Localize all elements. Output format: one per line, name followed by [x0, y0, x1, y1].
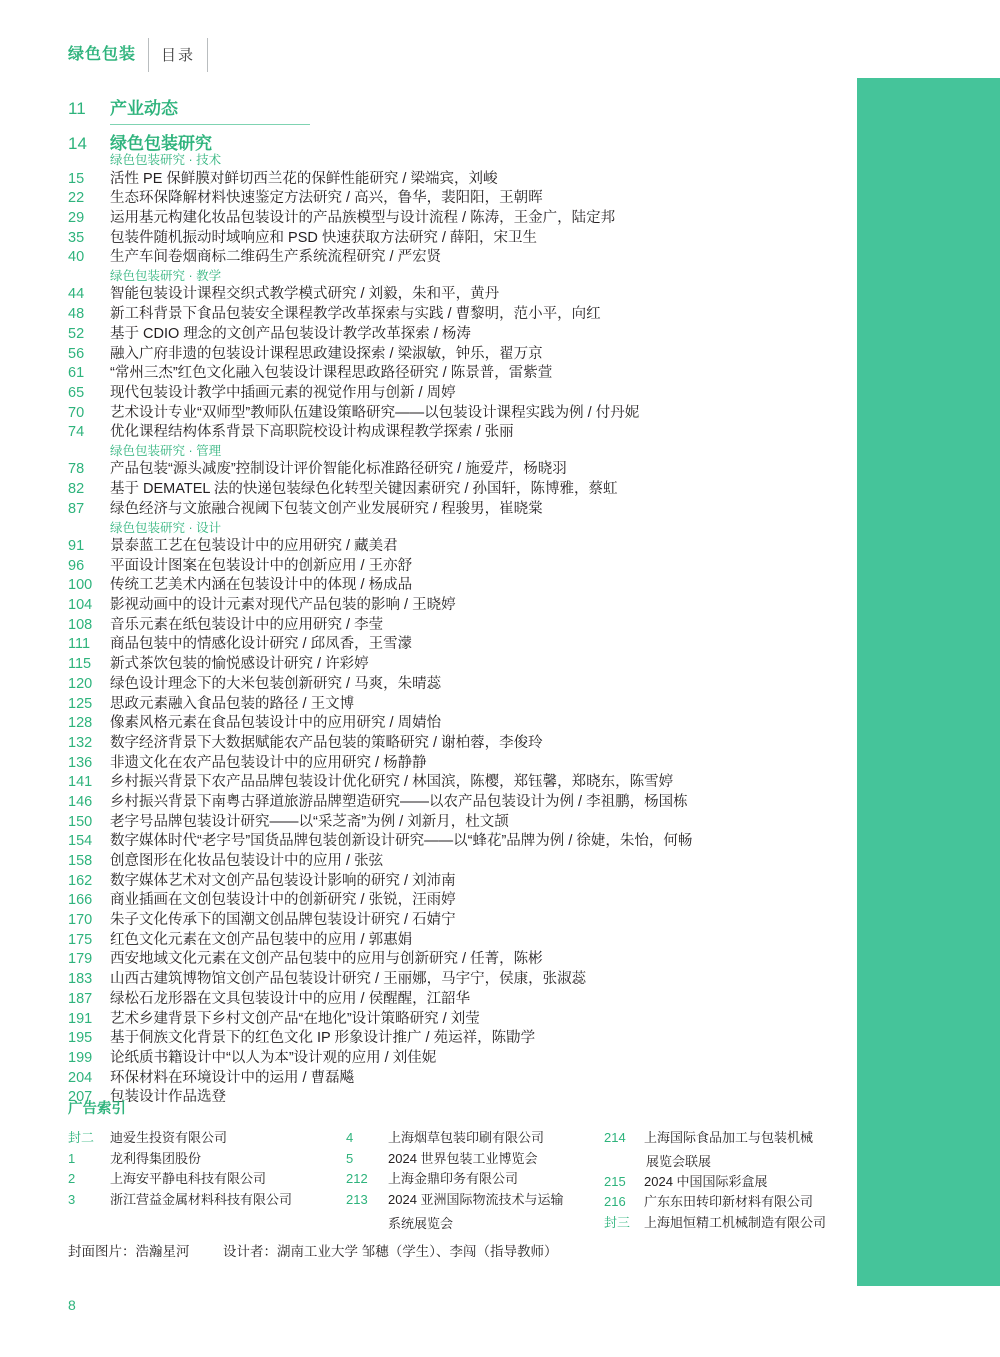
ad-company: 上海烟草包装印刷有限公司	[388, 1130, 545, 1145]
ad-index-row[interactable]	[346, 1192, 604, 1209]
entry-title: 朱子文化传承下的国潮文创品牌包装设计研究 / 石婧宁	[110, 912, 456, 929]
entry-title: 老字号品牌包装设计研究——以“采芝斋”为例 / 刘新月，杜文颉	[110, 813, 509, 830]
ad-page: 封二	[68, 1130, 95, 1145]
toc-subhead	[68, 270, 838, 283]
ad-index-row[interactable]	[346, 1151, 604, 1168]
toc-entry[interactable]	[68, 1012, 838, 1027]
ad-page: 封三	[604, 1214, 631, 1230]
entry-page: 195	[68, 1030, 93, 1047]
toc-entry[interactable]	[68, 172, 838, 187]
entry-page: 179	[68, 951, 93, 968]
ad-index-column-2	[346, 1130, 604, 1236]
section-title: 绿色包装研究	[110, 134, 212, 153]
entry-title: 影视动画中的设计元素对现代产品包装的影响 / 王晓婷	[110, 597, 456, 614]
entry-page: 29	[68, 209, 85, 226]
ad-company: 2024 世界包装工业博览会	[388, 1150, 538, 1166]
ad-page: 216	[604, 1194, 626, 1210]
entry-page: 154	[68, 833, 93, 850]
toc-subhead	[68, 445, 838, 458]
entry-title: 山西古建筑博物馆文创产品包装设计研究 / 王丽娜，马宇宁，侯康，张淑蕊	[110, 971, 587, 988]
cover-credit	[68, 1240, 558, 1260]
entry-title: 商业插画在文创包装设计中的创新研究 / 张锐，汪雨婷	[110, 892, 456, 909]
entry-title: 绿松石龙形器在文具包装设计中的应用 / 侯醒醒，江韶华	[110, 990, 471, 1007]
ad-index-column-3	[604, 1130, 838, 1236]
toc-entry[interactable]	[68, 637, 838, 652]
entry-title: 融入广府非遗的包装设计课程思政建设探索 / 梁淑敏，钟乐，翟万京	[110, 345, 543, 362]
ad-index-title: 广告索引	[68, 1101, 126, 1117]
ad-company-continued: 展览会联展	[646, 1153, 712, 1169]
toc-entry[interactable]	[68, 834, 838, 849]
toc-entry[interactable]	[68, 972, 838, 987]
ad-page: 212	[346, 1171, 368, 1187]
section-page-number: 11	[68, 99, 86, 118]
toc-entry[interactable]	[68, 191, 838, 206]
ad-company: 上海国际食品加工与包装机械	[644, 1130, 814, 1145]
ad-page: 213	[346, 1191, 368, 1207]
entry-title: 传统工艺美术内涵在包装设计中的体现 / 杨成品	[110, 577, 413, 594]
toc-entry[interactable]	[68, 854, 838, 869]
entry-page: 96	[68, 557, 85, 574]
entry-page: 166	[68, 892, 93, 909]
entry-title: “常州三杰”红色文化融入包装设计课程思政路径研究 / 陈景普，雷紫萱	[110, 365, 553, 382]
entry-page: 91	[68, 538, 85, 554]
entry-page: 111	[68, 636, 91, 653]
toc-entry[interactable]	[68, 874, 838, 889]
entry-title: 包装件随机振动时域响应和 PSD 快速获取方法研究 / 薛阳，宋卫生	[110, 229, 537, 246]
section-title: 产业动态	[110, 99, 178, 118]
entry-page: 61	[68, 365, 85, 382]
entry-title: 红色文化元素在文创产品包装中的应用 / 郭惠娟	[110, 931, 413, 948]
entry-title: 乡村振兴背景下农产品品牌包装设计优化研究 / 林国滨，陈樱，郑钰馨，郑晓东，陈雪婷	[110, 774, 674, 791]
subhead-label: 绿色包装研究 · 教学	[110, 268, 222, 283]
ad-index-row[interactable]	[604, 1130, 838, 1147]
entry-page: 100	[68, 577, 93, 594]
entry-page: 128	[68, 715, 93, 732]
toc-entry[interactable]	[68, 1031, 838, 1046]
entry-title: 音乐元素在纸包装设计中的应用研究 / 李莹	[110, 616, 384, 633]
entry-page: 136	[68, 754, 93, 771]
entry-title: 优化课程结构体系背景下高职院校设计构成课程教学探索 / 张丽	[110, 424, 514, 441]
entry-page: 74	[68, 424, 85, 441]
cover-photo-credit: 封面图片：浩瀚星河	[68, 1244, 190, 1259]
ad-index-column-1	[68, 1130, 346, 1236]
entry-page: 87	[68, 500, 85, 517]
toc-entry[interactable]	[68, 795, 838, 810]
ad-page: 2	[68, 1171, 76, 1187]
entry-title: 非遗文化在农产品包装设计中的应用研究 / 杨静静	[110, 754, 427, 771]
entry-page: 204	[68, 1069, 93, 1086]
entry-title: 平面设计图案在包装设计中的创新应用 / 王亦舒	[110, 557, 413, 574]
ad-company: 上海金鼎印务有限公司	[388, 1171, 519, 1187]
ad-company-continued: 系统展览会	[388, 1215, 454, 1231]
toc-entry[interactable]	[68, 815, 838, 830]
ad-company: 浙江营益金属材料科技有限公司	[110, 1191, 293, 1207]
entry-title: 生态环保降解材料快速鉴定方法研究 / 高兴，鲁华，裴阳阳，王朝晖	[110, 190, 543, 207]
entry-page: 146	[68, 793, 93, 810]
entry-title: 像素风格元素在食品包装设计中的应用研究 / 周婧怡	[110, 715, 442, 732]
entry-page: 108	[68, 616, 93, 633]
entry-page: 199	[68, 1049, 93, 1066]
masthead-divider	[148, 38, 149, 72]
ad-index-row[interactable]	[68, 1171, 346, 1188]
section-rule	[110, 124, 310, 125]
toc-entry[interactable]	[68, 502, 838, 517]
entry-page: 125	[68, 695, 93, 712]
toc-entry[interactable]	[68, 1051, 838, 1066]
subhead-label: 绿色包装研究 · 技术	[110, 153, 222, 167]
entry-title: 乡村振兴背景下南粤古驿道旅游品牌塑造研究——以农产品包装设计为例 / 李祖鹏，杨国栋	[110, 793, 688, 810]
entry-title: 思政元素融入食品包装的路径 / 王文博	[110, 695, 355, 712]
ad-page: 5	[346, 1150, 354, 1166]
toc-entry[interactable]	[68, 559, 838, 574]
entry-title: 数字媒体时代“老字号”国货品牌包装创新设计研究——以“蜂花”品牌为例 / 徐婕，朱怡，何畅	[110, 833, 693, 850]
toc-entry[interactable]	[68, 775, 838, 790]
ad-index-row[interactable]	[604, 1174, 838, 1191]
entry-page: 162	[68, 872, 93, 889]
entry-title: 智能包装设计课程交织式教学模式研究 / 刘毅，朱和平，黄丹	[110, 286, 500, 303]
entry-page: 115	[68, 656, 92, 673]
entry-page: 78	[68, 461, 85, 478]
ad-index-row[interactable]	[604, 1194, 838, 1211]
toc-entry[interactable]	[68, 716, 838, 731]
entry-title: 数字媒体艺术对文创产品包装设计影响的研究 / 刘沛南	[110, 872, 456, 889]
ad-index-row[interactable]	[604, 1215, 838, 1232]
toc-entry[interactable]	[68, 657, 838, 672]
ad-page: 1	[68, 1150, 76, 1166]
entry-page: 52	[68, 325, 85, 342]
toc-entry[interactable]	[68, 756, 838, 771]
ad-index	[68, 1097, 838, 1236]
entry-page: 44	[68, 286, 85, 303]
toc-entry[interactable]	[68, 1071, 838, 1086]
ad-company: 迪爱生投资有限公司	[110, 1130, 228, 1145]
toc-entry[interactable]	[68, 425, 838, 440]
entry-title: 产品包装“源头减废”控制设计评价智能化标准路径研究 / 施爱芹，杨晓羽	[110, 461, 567, 478]
entry-page: 48	[68, 306, 85, 323]
masthead-section-label: 目录	[161, 46, 196, 64]
entry-page: 158	[68, 853, 93, 869]
entry-title: 生产车间卷烟商标二维码生产系统流程研究 / 严宏贤	[110, 249, 442, 266]
entry-title: 包装设计作品选登	[110, 1089, 226, 1106]
ad-page: 3	[68, 1191, 76, 1207]
section-page-number: 14	[68, 134, 87, 153]
entry-page: 132	[68, 734, 93, 751]
ad-index-columns	[68, 1130, 838, 1236]
masthead	[68, 38, 208, 72]
ad-company: 2024 中国国际彩盒展	[644, 1173, 768, 1189]
entry-title: 论纸质书籍设计中“以人为本”设计观的应用 / 刘佳妮	[110, 1049, 437, 1066]
entry-title: 景泰蓝工艺在包装设计中的应用研究 / 藏美君	[110, 538, 398, 554]
ad-company: 龙利得集团股份	[110, 1150, 202, 1166]
entry-page: 70	[68, 404, 85, 421]
entry-title: 基于 CDIO 理念的文创产品包装设计教学改革探索 / 杨涛	[110, 325, 471, 342]
toc-section-industry[interactable]	[68, 100, 838, 117]
toc-entry[interactable]	[68, 578, 838, 593]
entry-page: 82	[68, 481, 85, 498]
toc-entry[interactable]	[68, 992, 838, 1007]
ad-page: 4	[346, 1130, 354, 1145]
cover-designer-credit: 设计者：湖南工业大学 邹穗（学生）、李闯（指导教师）	[223, 1244, 558, 1259]
entry-page: 175	[68, 931, 93, 948]
entry-page: 187	[68, 990, 93, 1007]
entry-page: 207	[68, 1089, 93, 1106]
entry-page: 40	[68, 249, 85, 266]
toc-entry[interactable]	[68, 697, 838, 712]
toc-entry[interactable]	[68, 952, 838, 967]
toc-entry[interactable]	[68, 327, 838, 342]
entry-title: 创意图形在化妆品包装设计中的应用 / 张弦	[110, 853, 384, 869]
ad-index-row[interactable]	[68, 1192, 346, 1209]
ad-company: 上海安平静电科技有限公司	[110, 1171, 267, 1187]
subhead-label: 绿色包装研究 · 设计	[110, 520, 222, 535]
ad-page: 214	[604, 1130, 626, 1145]
toc-entry[interactable]	[68, 307, 838, 322]
decorative-green-block	[857, 78, 1000, 1286]
ad-company: 广东东田转印新材料有限公司	[644, 1194, 814, 1210]
entry-page: 22	[68, 190, 85, 207]
entry-title: 运用基元构建化妆品包装设计的产品族模型与设计流程 / 陈涛，王金广，陆定邦	[110, 209, 616, 226]
entry-page: 104	[68, 597, 93, 614]
toc-entry[interactable]	[68, 231, 838, 246]
toc-entry[interactable]	[68, 287, 838, 302]
toc-subhead	[68, 522, 838, 535]
toc-entry[interactable]	[68, 366, 838, 381]
entry-title: 新式茶饮包装的愉悦感设计研究 / 许彩婷	[110, 656, 369, 673]
entry-title: 绿色经济与文旅融合视阈下包装文创产业发展研究 / 程骏男，崔晓棠	[110, 500, 543, 517]
toc-entry[interactable]	[68, 211, 838, 226]
entry-title: 环保材料在环境设计中的运用 / 曹磊飚	[110, 1069, 355, 1086]
entry-title: 绿色设计理念下的大米包装创新研究 / 马爽，朱晴蕊	[110, 675, 442, 692]
entry-page: 150	[68, 813, 93, 830]
toc-entry[interactable]	[68, 539, 838, 554]
ad-index-row[interactable]	[68, 1151, 346, 1168]
toc-entry[interactable]	[68, 598, 838, 613]
table-of-contents	[68, 100, 838, 1115]
entry-title: 商品包装中的情感化设计研究 / 邱凤香，王雪濛	[110, 636, 413, 653]
ad-index-row[interactable]	[346, 1130, 604, 1147]
ad-company: 上海旭恒精工机械制造有限公司	[644, 1214, 827, 1230]
entry-title: 西安地域文化元素在文创产品包装中的应用与创新研究 / 任菁，陈彬	[110, 951, 543, 968]
entry-page: 191	[68, 1010, 93, 1027]
page-folio: 8	[68, 1297, 76, 1313]
entry-page: 120	[68, 675, 93, 692]
ad-index-row[interactable]	[68, 1130, 346, 1147]
ad-index-row[interactable]	[346, 1171, 604, 1188]
entry-title: 基于 DEMATEL 法的快递包装绿色化转型关键因素研究 / 孙国轩，陈博雅，蔡虹	[110, 481, 618, 498]
entry-title: 活性 PE 保鲜膜对鲜切西兰花的保鲜性能研究 / 梁端宾，刘峻	[110, 170, 498, 187]
toc-section-research[interactable]	[68, 135, 838, 152]
masthead-divider-2	[207, 38, 208, 72]
entry-title: 艺术设计专业“双师型”教师队伍建设策略研究——以包装设计课程实践为例 / 付丹妮	[110, 404, 640, 421]
entry-title: 基于侗族文化背景下的红色文化 IP 形象设计推广 / 苑运祥，陈勖学	[110, 1030, 536, 1047]
toc-entry[interactable]	[68, 893, 838, 908]
toc-entry[interactable]	[68, 677, 838, 692]
toc-subhead	[68, 154, 838, 167]
toc-entry[interactable]	[68, 347, 838, 362]
entry-title: 新工科背景下食品包装安全课程教学改革探索与实践 / 曹黎明，范小平，向红	[110, 306, 601, 323]
ad-company: 2024 亚洲国际物流技术与运输	[388, 1191, 564, 1207]
entry-page: 141	[68, 774, 93, 791]
toc-entry[interactable]	[68, 913, 838, 928]
toc-entry[interactable]	[68, 933, 838, 948]
toc-entry[interactable]	[68, 462, 838, 477]
entry-page: 15	[68, 170, 85, 187]
entry-title: 艺术乡建背景下乡村文创产品“在地化”设计策略研究 / 刘莹	[110, 1010, 480, 1027]
entry-title: 现代包装设计教学中插画元素的视觉作用与创新 / 周婷	[110, 384, 456, 401]
entry-page: 35	[68, 229, 85, 246]
toc-entry[interactable]	[68, 250, 838, 265]
subhead-label: 绿色包装研究 · 管理	[110, 443, 222, 458]
entry-title: 数字经济背景下大数据赋能农产品包装的策略研究 / 谢柏蓉，李俊玲	[110, 734, 543, 751]
toc-entry[interactable]	[68, 406, 838, 421]
toc-entry[interactable]	[68, 386, 838, 401]
toc-entry[interactable]	[68, 482, 838, 497]
ad-page: 215	[604, 1173, 626, 1189]
toc-entry[interactable]	[68, 618, 838, 633]
entry-page: 170	[68, 912, 93, 929]
toc-entry[interactable]	[68, 736, 838, 751]
entry-page: 65	[68, 384, 85, 401]
entry-page: 183	[68, 971, 93, 988]
journal-brand: 绿色包装	[68, 46, 137, 63]
entry-page: 56	[68, 345, 85, 362]
